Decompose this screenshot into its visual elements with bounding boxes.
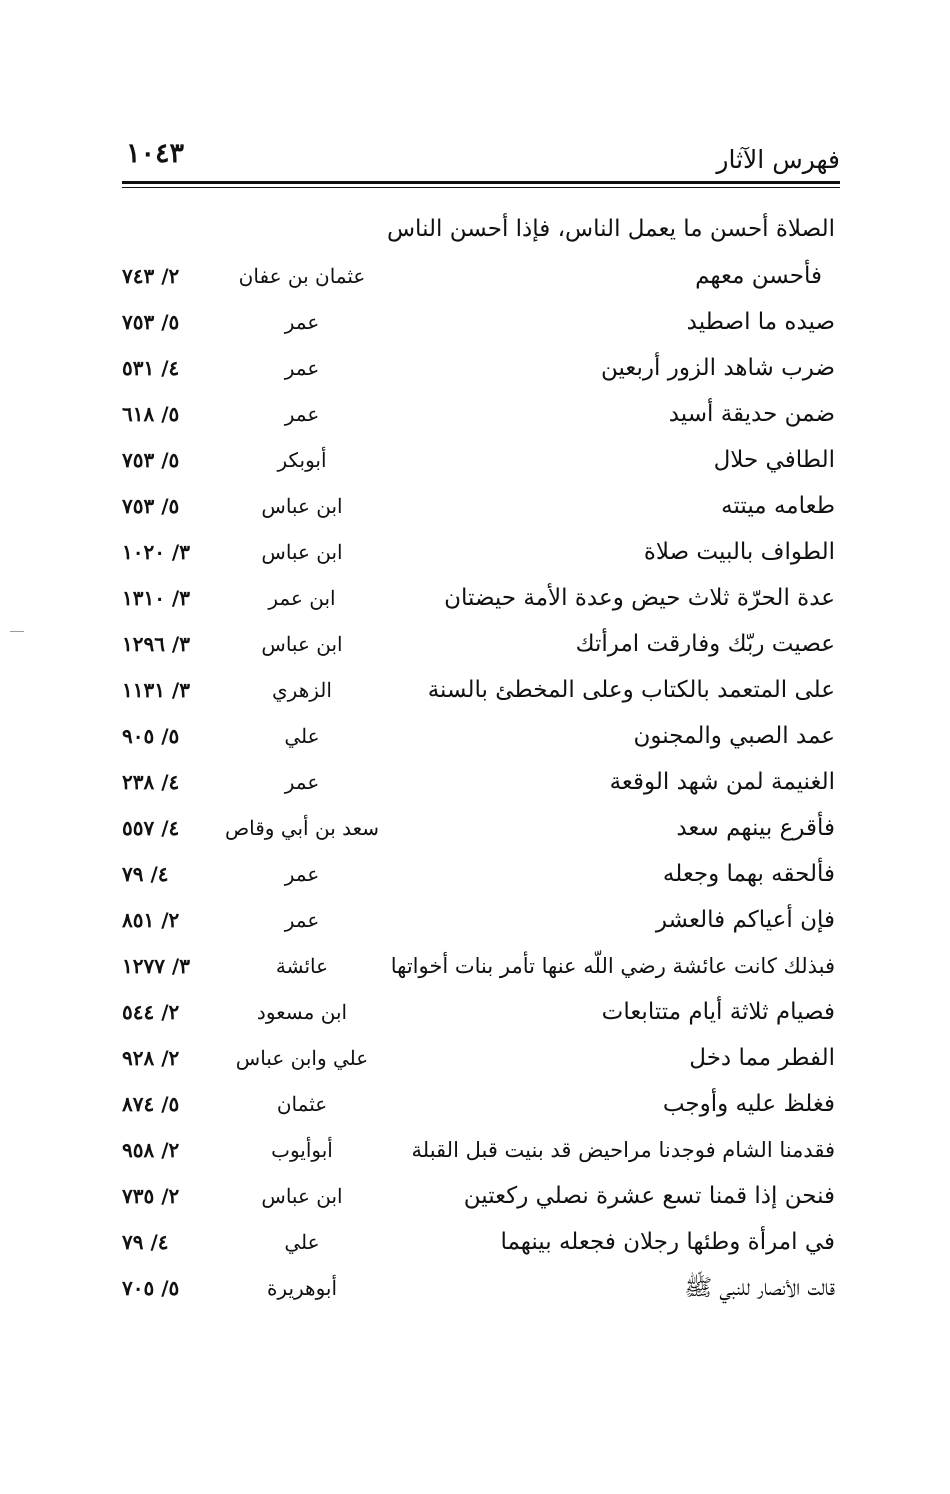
entry-narrator: عمر [284, 310, 320, 334]
entry-text: فصيام ثلاثة أيام متتابعات [601, 999, 835, 1025]
entry-reference: ٢/ ٩٢٨ [122, 1046, 180, 1070]
entry-narrator: عمر [284, 402, 320, 426]
entry-text: فإن أعياكم فالعشر [655, 907, 835, 933]
entry-reference: ٢/ ٧٤٣ [122, 264, 180, 288]
entry-text: فغلظ عليه وأوجب [662, 1091, 835, 1117]
entry-reference: ٤/ ٥٣١ [122, 356, 180, 380]
index-entry [0, 299, 950, 345]
entry-reference: ٣/ ١٠٢٠ [122, 540, 190, 564]
entry-text: الطافي حلال [713, 447, 835, 473]
entry-reference: ٥/ ٩٠٥ [122, 724, 180, 748]
entry-narrator: ابن عمر [268, 586, 336, 610]
index-entry [0, 1219, 950, 1265]
entry-text: عمد الصبي والمجنون [633, 723, 835, 749]
entry-narrator: أبوهريرة [266, 1276, 338, 1300]
index-entry [0, 1127, 950, 1173]
entry-text: قالت الأنصار للنبي ﷺ [684, 1275, 835, 1301]
entry-text: في امرأة وطئها رجلان فجعله بينهما [500, 1229, 835, 1255]
entry-reference: ٤/ ٥٥٧ [122, 816, 180, 840]
entry-narrator: ابن عباس [261, 1184, 343, 1208]
index-entry [0, 989, 950, 1035]
entry-reference: ٢/ ٩٥٨ [122, 1138, 180, 1162]
index-entry [0, 805, 950, 851]
entry-reference: ٣/ ١١٣١ [122, 678, 190, 702]
entry-narrator: عثمان بن عفان [238, 264, 366, 288]
page-number: ١٠٤٣ [126, 138, 185, 169]
entry-narrator: أبوأيوب [271, 1138, 333, 1162]
margin-mark [10, 631, 24, 632]
entry-reference: ٤/ ٧٩ [122, 862, 169, 886]
index-entry [0, 667, 950, 713]
index-entry [0, 1035, 950, 1081]
entry-narrator: علي [284, 724, 320, 748]
entry-narrator: ابن عباس [261, 494, 343, 518]
entry-text: الغنيمة لمن شهد الوقعة [609, 769, 835, 795]
entry-narrator: سعد بن أبي وقاص [224, 816, 380, 840]
index-entry [0, 1081, 950, 1127]
entry-text: صيده ما اصطيد [686, 309, 835, 335]
entry-reference: ٣/ ١٢٧٧ [122, 954, 190, 978]
entry-reference: ٢/ ٨٥١ [122, 908, 180, 932]
index-entry [0, 759, 950, 805]
index-entry [0, 713, 950, 759]
entry-text: عصيت ربّك وفارقت امرأتك [575, 631, 835, 657]
index-entry [0, 391, 950, 437]
index-entry [0, 253, 950, 299]
entry-reference: ٥/ ٧٠٥ [122, 1276, 180, 1300]
entry-narrator: أبوبكر [277, 448, 327, 472]
index-entry [0, 206, 950, 252]
entry-reference: ٤/ ٧٩ [122, 1230, 169, 1254]
entry-narrator: ابن عباس [261, 632, 343, 656]
index-entry [0, 851, 950, 897]
entry-reference: ٢/ ٧٣٥ [122, 1184, 180, 1208]
entry-text: على المتعمد بالكتاب وعلى المخطئ بالسنة [427, 677, 835, 703]
entry-text: فأقرع بينهم سعد [676, 815, 835, 841]
entry-narrator: عثمان [276, 1092, 328, 1116]
entry-narrator: عمر [284, 356, 320, 380]
index-entry [0, 437, 950, 483]
index-entry [0, 897, 950, 943]
index-entry [0, 575, 950, 621]
entry-text: فأحسن معهم [695, 263, 822, 289]
entry-narrator: ابن عباس [261, 540, 343, 564]
entry-narrator: ابن مسعود [256, 1000, 348, 1024]
entry-narrator: عمر [284, 908, 320, 932]
index-entry [0, 621, 950, 667]
entry-narrator: علي وابن عباس [235, 1046, 369, 1070]
index-entry [0, 1173, 950, 1219]
entry-reference: ٥/ ٨٧٤ [122, 1092, 180, 1116]
entry-reference: ٣/ ١٣١٠ [122, 586, 190, 610]
entry-text: الفطر مما دخل [689, 1045, 835, 1071]
entry-narrator: عمر [284, 770, 320, 794]
entry-reference: ٤/ ٢٣٨ [122, 770, 180, 794]
entry-narrator: عمر [284, 862, 320, 886]
entry-reference: ٥/ ٧٥٣ [122, 310, 180, 334]
entry-text: الطواف بالبيت صلاة [643, 539, 835, 565]
entry-text: فقدمنا الشام فوجدنا مراحيض قد بنيت قبل القبلة [411, 1138, 835, 1162]
index-entry [0, 483, 950, 529]
entry-text: ضمن حديقة أسيد [668, 401, 835, 427]
index-entry [0, 529, 950, 575]
index-entry [0, 1265, 950, 1311]
entry-reference: ٥/ ٦١٨ [122, 402, 180, 426]
entry-reference: ٢/ ٥٤٤ [122, 1000, 180, 1024]
entry-text: فنحن إذا قمنا تسع عشرة نصلي ركعتين [463, 1183, 835, 1209]
entry-narrator: علي [284, 1230, 320, 1254]
entry-text: عدة الحرّة ثلاث حيض وعدة الأمة حيضتان [444, 585, 835, 611]
entry-reference: ٥/ ٧٥٣ [122, 448, 180, 472]
index-entry [0, 345, 950, 391]
entry-text: فألحقه بهما وجعله [662, 861, 835, 887]
entry-text: فبذلك كانت عائشة رضي اللّه عنها تأمر بنات أخواتها [390, 954, 835, 978]
entry-narrator: عائشة [275, 954, 329, 978]
entry-narrator: الزهري [272, 678, 332, 702]
entry-text: الصلاة أحسن ما يعمل الناس، فإذا أحسن الناس [386, 216, 835, 242]
entry-reference: ٣/ ١٢٩٦ [122, 632, 190, 656]
index-entry [0, 943, 950, 989]
page-title: فهرس الآثار [716, 145, 840, 174]
entry-reference: ٥/ ٧٥٣ [122, 494, 180, 518]
entry-text: طعامه ميتته [721, 493, 835, 519]
entry-text: ضرب شاهد الزور أربعين [600, 355, 835, 381]
